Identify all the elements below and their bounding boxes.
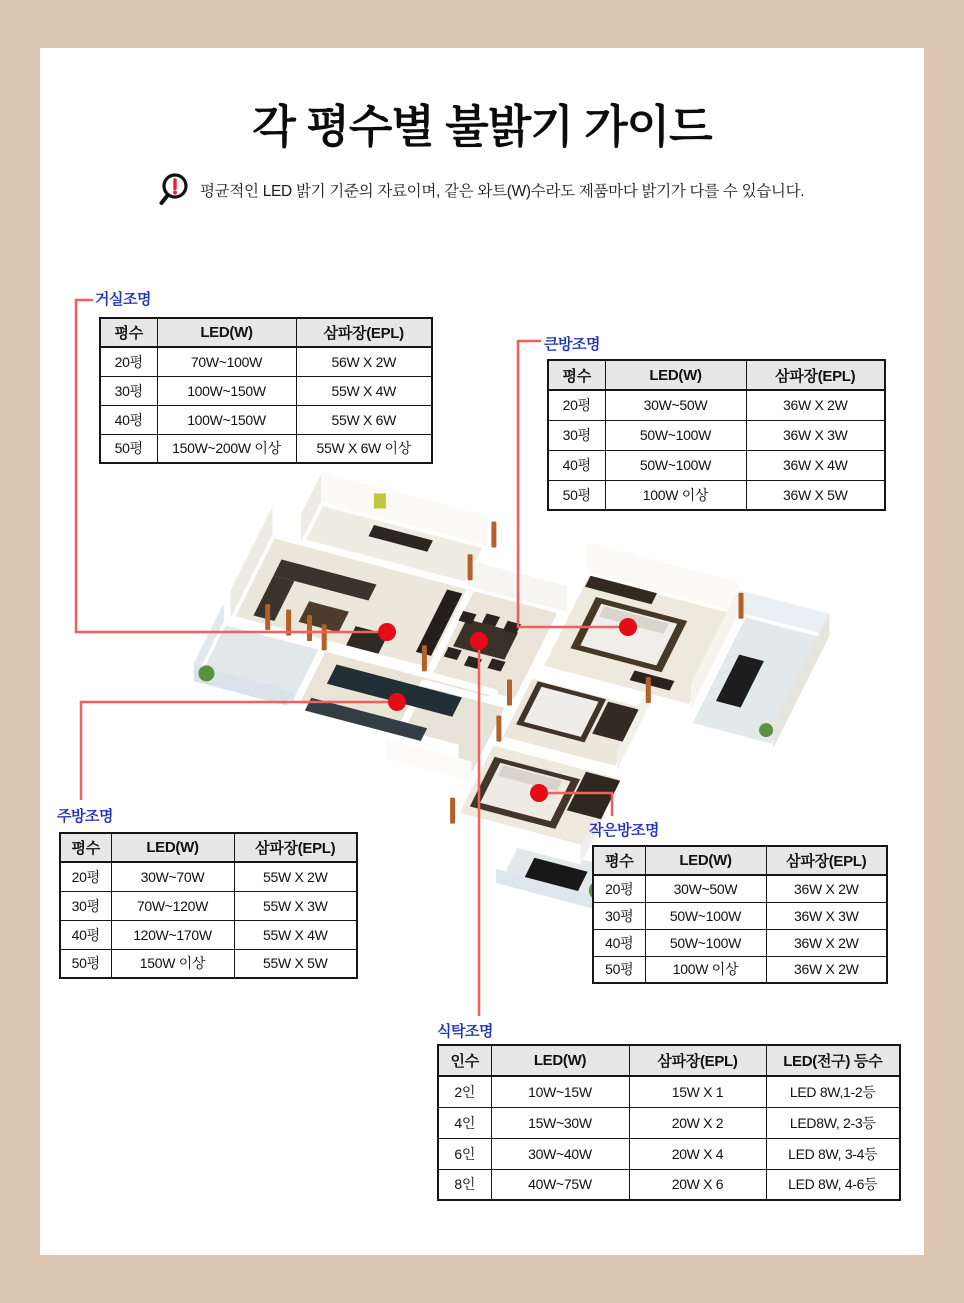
table-cell: 15W~30W [491,1107,629,1138]
table-cell: 30평 [593,902,645,929]
table-row [438,1076,900,1107]
plant-icon [759,723,773,737]
column-header: LED(전구) 등수 [766,1045,900,1076]
table-cell: 30평 [100,376,157,405]
table-cell: 30평 [548,420,605,450]
table-row [438,1107,900,1138]
table-cell: 30W~50W [605,390,746,420]
plant-icon [198,665,214,681]
table-cell: 55W X 3W [234,891,357,920]
table-cell: 150W~200W 이상 [157,434,296,463]
door-frame [507,680,512,706]
table-cell: 120W~170W [111,920,234,949]
table-cell: 36W X 2W [766,956,887,983]
table-cell: 30W~70W [111,862,234,891]
table-cell: 8인 [438,1169,491,1200]
column-header: 평수 [548,360,605,390]
door-frame [286,610,291,636]
table-row [60,949,357,978]
column-header: 삼파장(EPL) [629,1045,766,1076]
table-cell: 30W~50W [645,875,766,902]
column-header: 삼파장(EPL) [296,318,432,347]
table-cell: 56W X 2W [296,347,432,376]
table-cell: 20W X 6 [629,1169,766,1200]
table-row [548,390,885,420]
table-cell: 15W X 1 [629,1076,766,1107]
table-cell: 55W X 4W [296,376,432,405]
table-cell: 50평 [548,480,605,510]
dining-label: 식탁조명 [437,1023,493,1040]
table-cell: 100W 이상 [645,956,766,983]
table-cell: 36W X 2W [766,929,887,956]
table-cell: 36W X 3W [746,420,885,450]
magnifier-exclamation-icon [157,171,193,209]
table-cell: 50평 [100,434,157,463]
column-header: 평수 [593,846,645,875]
table-cell: 36W X 3W [766,902,887,929]
door-frame [491,522,496,548]
table-cell: 50W~100W [645,929,766,956]
table-cell: 40평 [548,450,605,480]
big-room-table [547,359,886,511]
table-cell: 36W X 2W [766,875,887,902]
table-cell: LED 8W, 4-6등 [766,1169,900,1200]
table-cell: 40평 [60,920,111,949]
page-title: 각 평수별 불밝기 가이드 [252,101,712,152]
small-room-table [592,845,888,984]
kitchen-table [59,832,358,979]
header-row [593,846,887,875]
table-cell: 2인 [438,1076,491,1107]
table-row [100,347,432,376]
wall-art [374,494,386,509]
table-cell: 20W X 4 [629,1138,766,1169]
header-row [548,360,885,390]
table-row [438,1169,900,1200]
table-cell: LED 8W, 3-4등 [766,1138,900,1169]
door-frame [450,798,455,824]
door-frame [307,615,312,641]
column-header: 삼파장(EPL) [746,360,885,390]
notice-text: 평균적인 LED 밝기 기준의 자료이며, 같은 와트(W)수라도 제품마다 밝기가 다를 수 있습니다. [200,183,805,200]
table-cell: 50W~100W [605,420,746,450]
door-frame [739,593,744,619]
header-row [438,1045,900,1076]
door-frame [468,554,473,580]
table-cell: 100W~150W [157,405,296,434]
table-row [60,862,357,891]
table-cell: 4인 [438,1107,491,1138]
table-row [548,420,885,450]
column-header: 평수 [100,318,157,347]
small-room-label: 작은방조명 [589,822,659,839]
table-cell: 6인 [438,1138,491,1169]
table-row [60,920,357,949]
header-row [100,318,432,347]
door-frame [265,604,270,630]
kitchen-label: 주방조명 [57,808,113,825]
table-row [593,929,887,956]
column-header: LED(W) [605,360,746,390]
table-row [548,450,885,480]
table-cell: 70W~120W [111,891,234,920]
table-cell: 100W~150W [157,376,296,405]
table-cell: 50W~100W [605,450,746,480]
column-header: 평수 [60,833,111,862]
table-cell: 36W X 4W [746,450,885,480]
table-row [593,902,887,929]
big-room-label: 큰방조명 [544,336,600,353]
header-row [60,833,357,862]
table-row [548,480,885,510]
table-row [438,1138,900,1169]
column-header: 인수 [438,1045,491,1076]
table-cell: 50평 [60,949,111,978]
column-header: 삼파장(EPL) [766,846,887,875]
table-row [100,405,432,434]
column-header: LED(W) [157,318,296,347]
table-cell: 55W X 4W [234,920,357,949]
table-cell: 36W X 5W [746,480,885,510]
living-room-table [99,317,433,464]
table-cell: 36W X 2W [746,390,885,420]
table-cell: 55W X 2W [234,862,357,891]
table-cell: LED8W, 2-3등 [766,1107,900,1138]
living-room-label: 거실조명 [95,291,151,308]
table-row [593,956,887,983]
table-cell: 30W~40W [491,1138,629,1169]
table-cell: 100W 이상 [605,480,746,510]
column-header: LED(W) [645,846,766,875]
table-cell: 20평 [548,390,605,420]
door-frame [422,645,427,671]
table-cell: 55W X 6W [296,405,432,434]
column-header: 삼파장(EPL) [234,833,357,862]
table-cell: 20W X 2 [629,1107,766,1138]
table-cell: 20평 [593,875,645,902]
door-frame [646,677,651,703]
table-row [100,434,432,463]
door-frame [496,716,501,742]
notice [157,171,804,209]
table-cell: 10W~15W [491,1076,629,1107]
dining-table [437,1044,901,1201]
table-row [60,891,357,920]
table-cell: 50평 [593,956,645,983]
table-cell: 40평 [593,929,645,956]
table-cell: 40W~75W [491,1169,629,1200]
table-cell: 55W X 5W [234,949,357,978]
table-cell: LED 8W,1-2등 [766,1076,900,1107]
table-row [100,376,432,405]
table-cell: 70W~100W [157,347,296,376]
column-header: LED(W) [111,833,234,862]
table-row [593,875,887,902]
table-cell: 20평 [100,347,157,376]
table-cell: 50W~100W [645,902,766,929]
table-cell: 55W X 6W 이상 [296,434,432,463]
table-cell: 20평 [60,862,111,891]
door-frame [322,624,327,650]
column-header: LED(W) [491,1045,629,1076]
table-cell: 30평 [60,891,111,920]
table-cell: 40평 [100,405,157,434]
table-cell: 150W 이상 [111,949,234,978]
